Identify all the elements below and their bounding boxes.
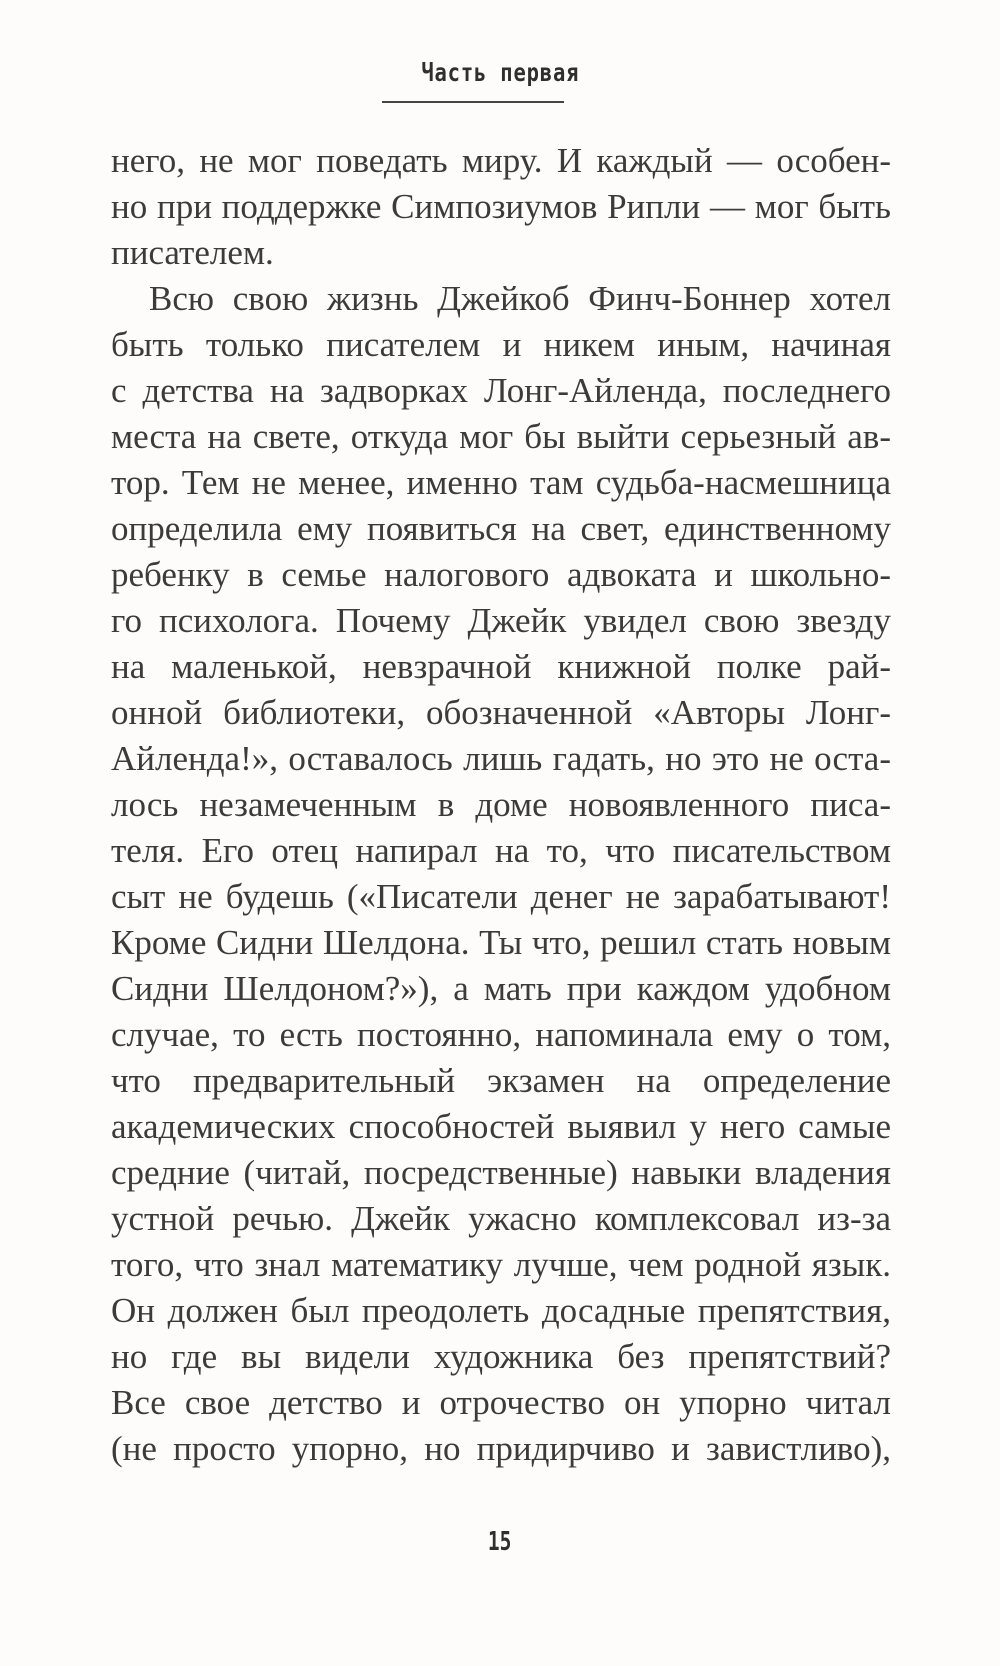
page-number [0,1527,1000,1557]
text-line: Всю свою жизнь Джейкоб Финч-Боннер хотел [149,279,891,318]
text-line: Кроме Сидни Шелдона. Ты что, решил стать новым [111,923,891,962]
text-line: но при поддержке Симпозиумов Рипли — мог быть [111,187,891,226]
running-head-title: Часть первая [421,58,579,87]
text-line: но где вы видели художника без препятствий? [111,1337,891,1376]
text-line: Айленда!», оставалось лишь гадать, но это не оста- [111,739,891,778]
text-line: (не просто упорно, но придирчиво и завистливо), [111,1429,891,1468]
running-head-rule [382,101,564,103]
running-head [0,58,1000,87]
text-line: на маленькой, невзрачной книжной полке рай- [111,647,891,686]
text-line: того, что знал математику лучше, чем родной язык. [111,1245,891,1284]
text-line: определила ему появиться на свет, единственному [111,509,891,548]
text-line: места на свете, откуда мог бы выйти серьезный ав- [111,417,891,456]
text-line: лось незамеченным в доме новоявленного писа- [111,785,891,824]
text-line: ребенку в семье налогового адвоката и школьно- [111,555,891,594]
text-line: что предварительный экзамен на определение [111,1061,891,1100]
text-line: писателем. [111,233,274,272]
text-line: с детства на задворках Лонг-Айленда, последнего [111,371,891,410]
text-line: устной речью. Джейк ужасно комплексовал из-за [111,1199,891,1238]
text-line: онной библиотеки, обозначенной «Авторы Лонг- [111,693,891,732]
text-line: него, не мог поведать миру. И каждый — особен- [111,141,891,180]
text-line: быть только писателем и никем иным, начиная [111,325,891,364]
text-line: тор. Тем не менее, именно там судьба-насмешница [111,463,891,502]
text-line: теля. Его отец напирал на то, что писательством [111,831,891,870]
body-text [111,138,891,1472]
text-line: случае, то есть постоянно, напоминала ему о том, [111,1015,891,1054]
text-line: Сидни Шелдоном?»), а мать при каждом удобном [111,969,891,1008]
text-line: го психолога. Почему Джейк увидел свою звезду [111,601,891,640]
text-line: сыт не будешь («Писатели денег не зарабатывают! [111,877,891,916]
text-line: Все свое детство и отрочество он упорно читал [111,1383,891,1422]
page-number-text: 15 [488,1527,512,1557]
text-line: средние (читай, посредственные) навыки владения [111,1153,891,1192]
text-line: академических способностей выявил у него самые [111,1107,891,1146]
text-line: Он должен был преодолеть досадные препятствия, [111,1291,891,1330]
